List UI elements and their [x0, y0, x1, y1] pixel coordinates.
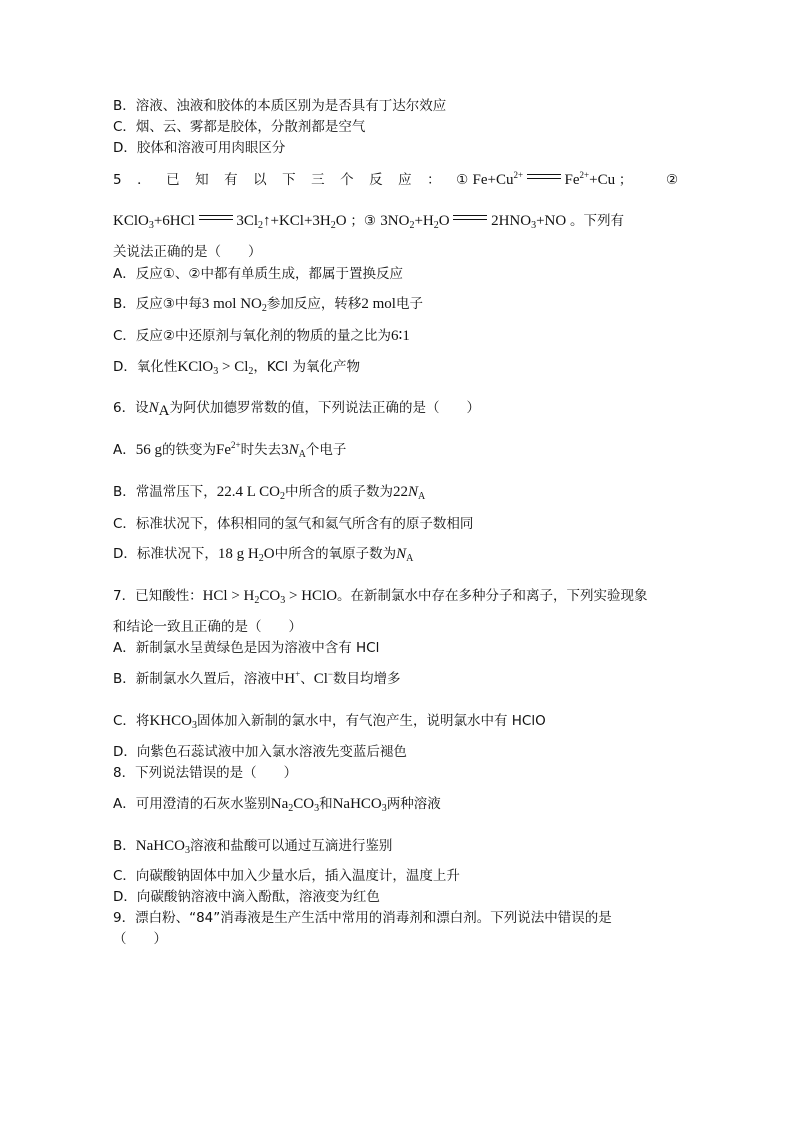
equals-sign-icon [199, 213, 233, 223]
q4-option-c: C．烟、云、雾都是胶体，分散剂都是空气 [113, 119, 366, 135]
q4-option-d: D．胶体和溶液可用肉眼区分 [113, 140, 286, 156]
equals-sign-icon [453, 213, 487, 223]
q5-stem-prefix: 5．已知有以下三个反应： [113, 172, 457, 188]
q9-stem: 9．漂白粉、“84”消毒液是生产生活中常用的消毒剂和漂白剂。下列说法中错误的是 [113, 910, 612, 926]
q5-option-a: A．反应①、②中都有单质生成，都属于置换反应 [113, 266, 403, 282]
equals-sign-icon [527, 172, 561, 182]
q5-reaction2: KClO$_3$+6HCl $3Cl_2↑+KCl+3H_2O$ [113, 213, 347, 231]
q8-option-b: B．NaHCO$_3$溶液和盐酸可以通过互滴进行鉴别 [113, 838, 393, 856]
q6-stem: 6．设$N_A$为阿伏加德罗常数的值，下列说法正确的是（ ） [113, 400, 480, 419]
q6-option-b: B．常温常压下，22.4 L $CO_2$中所含的质子数为$22N_A$ [113, 484, 426, 502]
q8-option-d: D．向碳酸钠溶液中滴入酚酞，溶液变为红色 [113, 889, 380, 905]
q5-option-c: C．反应②中还原剂与氧化剂的物质的量之比为6∶1 [113, 328, 410, 344]
q6-option-c: C．标准状况下，体积相同的氢气和氦气所含有的原子数相同 [113, 516, 474, 532]
q6-option-a: A．56 g的铁变为$Fe^{2+}$时失去$3N_A$个电子 [113, 440, 347, 460]
q5-stem-line1: 5．已知有以下三个反应：① $Fe+Cu^{2+}$ $Fe^{2+}+Cu$ ； ② [113, 170, 679, 188]
q7-option-d: D．向紫色石蕊试液中加入氯水溶液先变蓝后褪色 [113, 744, 407, 760]
q5-option-d: D．氧化性KClO$_3$ > $Cl_2$，KCl 为氧化产物 [113, 359, 360, 377]
q7-stem-line2: 和结论一致且正确的是（ ） [113, 619, 302, 635]
q5-reaction3: $3NO_2+H_2O$ $2HNO_3+NO$ [380, 213, 567, 231]
q7-option-b: B．新制氯水久置后，溶液中H+、Cl−数目均增多 [113, 669, 401, 687]
q9-answer-paren: （ ） [113, 931, 167, 947]
q5-num2: ② [666, 172, 679, 188]
q4-option-b: B．溶液、浊液和胶体的本质区别为是否具有丁达尔效应 [113, 98, 447, 114]
q7-option-c: C．将$KHCO_3$固体加入新制的氯水中，有气泡产生，说明氯水中有 HClO [113, 713, 546, 731]
q6-option-d: D．标准状况下，18 g $H_2O$中所含的氧原子数为$N_A$ [113, 546, 414, 564]
q5-option-b: B．反应③中每3 mol $NO_2$参加反应，转移2 mol电子 [113, 296, 423, 314]
q5-num3: ③ [363, 213, 376, 229]
q5-stem-line3: 关说法正确的是（ ） [113, 244, 262, 260]
q8-option-c: C．向碳酸钠固体中加入少量水后，插入温度计，温度上升 [113, 868, 460, 884]
q7-option-a: A．新制氯水呈黄绿色是因为溶液中含有 HCl [113, 640, 380, 656]
q7-stem-line1: 7．已知酸性：HCl > $H_2CO_3$ > HClO。在新制氯水中存在多种分子和离子，下列实验现象 [113, 588, 648, 606]
q5-stem-line2: KClO$_3$+6HCl $3Cl_2↑+KCl+3H_2O$ ；③ $3NO_2+H_2O$ $2HNO_3+NO$ 。下列有 [113, 213, 624, 231]
q5-num1: ① [456, 172, 469, 188]
q8-option-a: A．可用澄清的石灰水鉴别$Na_2CO_3$和NaHCO$_3$两种溶液 [113, 796, 441, 814]
q5-reaction1: $Fe+Cu^{2+}$ $Fe^{2+}+Cu$ [472, 170, 616, 188]
q8-stem: 8．下列说法错误的是（ ） [113, 765, 298, 781]
